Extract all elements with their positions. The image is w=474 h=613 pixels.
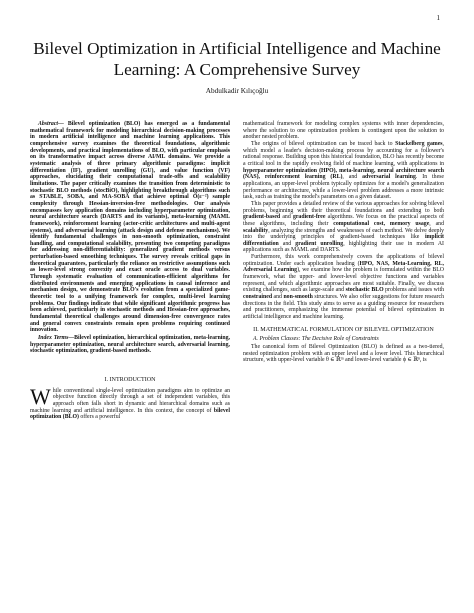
p4-i: structures. We also offer suggestions for future research directions in the field. This study aims to serve as a guiding resource for researchers and practitioners, emphasizing the immense potential of bilevel optimization in artificial intelligence and machine learning. [243,294,444,321]
p3-f: computational cost, memory usage [333,220,430,227]
introduction-paragraph [30,383,230,421]
p2-f: adversarial learning [362,174,416,181]
right-column [243,121,444,364]
abstract-lead: Abstract— [38,121,64,127]
subsection-heading: A. Problem Classes: The Decisive Role of Constraints [253,336,379,343]
p4-h: non-smooth [283,294,313,301]
index-terms-text: Bilevel optimization, hierarchical optimization, meta-learning, hyperparameter optimization, neural architecture search, adversarial learning, stochastic optimization, gradient-based methods. [30,335,231,355]
p2-g: . In these applications, an upper-level problem typically optimizes for a model's generalization performance or architecture, while a lower-level problem addresses a more intrinsic task, such as training the model's parameters on a given dataset. [243,174,444,201]
p3-h: scalability [243,227,269,234]
p2-c: , which model a leader's decision-making process by accounting for a follower's rational response. Building upon this historical foundation, BLO has recently become a critical tool in the rapidly evolving field of machine learning, with applications in [243,140,444,167]
p4-b: HPO, NAS, Meta-Learning, RL, Adversarial Learning [243,260,444,274]
right-paragraph-3 [243,201,444,254]
p4-f: constrained [243,294,273,301]
page-number: 1 [436,14,440,22]
p4-d: stochastic BLO [345,287,384,294]
p3-e: algorithms. We focus on the practical aspects of these algorithms, including their [243,214,444,227]
p4-a: Furthermore, this work comprehensively covers the applications of bilevel optimization. Under each application heading ( [243,254,444,267]
index-terms [30,335,230,355]
left-column [30,121,230,421]
p4-g: and [272,294,284,301]
abstract [30,121,230,334]
p3-l: gradient unrolling [295,240,344,247]
index-terms-lead: Index Terms— [38,335,75,341]
right-paragraph-5: The canonical form of Bilevel Optimization (BLO) is defined as a two-tiered, nested optimization problem with an upper level and a lower level. This hierarchical structure, with upper-level variable θ ∈ ℝᵐ and lower-level variable ϕ ∈ ℝⁿ, is [243,344,444,364]
abstract-text: Bilevel optimization (BLO) has emerged as a fundamental mathematical framework for modeling hierarchical decision-making processes in modern artificial intelligence and machine learning applications. This comprehensive survey examines the theoretical foundations, algorithmic developments, and practical implementations of BLO, with particular emphasis on its transformative impact across diverse AI/ML domains. We provide a systematic analysis of three primary algorithmic paradigms: implicit differentiation (IF), gradient unrolling (GU), and value function (VF) approaches, elucidating their computational trade-offs and scalability limitations. The paper critically examines the transition from deterministic to stochastic BLO methods (stocBiO), highlighting breakthrough algorithms such as STABLE, SOBA, and MA-SOBA that achieve optimal O(ε⁻²) sample complexity through Hessian-inversion-free methodologies. Our analysis encompasses key application domains including hyperparameter optimization, neural architecture search (DARTS and its variants), meta-learning (MAML framework), reinforcement learning (actor-critic architectures and multi-agent systems), and adversarial learning (attack design and defense mechanisms). We identify fundamental challenges in non-smooth optimization, constraint handling, and computational scalability, presenting two competing paradigms for addressing non-differentiability: generalized gradient methods versus perturbation-based smoothing techniques. The survey reveals critical gaps in theoretical guarantees, particularly the reliance on restrictive assumptions such as lower-level strong convexity and exact oracle access to dual variables. Through systematic evaluation of communication-efficient algorithms for distributed environments and emerging applications in causal inference and mechanism design, we demonstrate BLO's evolution from a specialized game-theoretic tool to a unifying framework for complex, multi-level learning problems. Our findings indicate that while significant algorithmic progress has been achieved, particularly in stochastic methods and Hessian-free approaches, fundamental theoretical challenges around dimension-free convergence rates and general convex constraints remain open problems requiring continued innovation. [30,121,230,334]
intro-text-b: bilevel optimization (BLO) [30,407,230,421]
paper-title: Bilevel Optimization in Artificial Intelligence and Machine Learning: A Comprehensive Survey [33,39,441,79]
p3-m: , highlighting their use in modern AI applications such as MAML and DARTS. [243,240,444,254]
p2-e: , and [342,174,363,181]
section-heading-introduction: I. INTRODUCTION [104,376,156,383]
intro-text-c: offers a powerful [78,414,121,421]
section-heading-formulation: II. MATHEMATICAL FORMULATION OF BILEVEL OPTIMIZATION [253,326,434,333]
p4-e: problems and issues with [383,287,444,294]
p3-j: implicit differentiation [243,234,444,247]
p3-i: , analyzing the strengths and weaknesses of each method. We delve deeply into the underlying principles of gradient-based techniques like [243,227,444,241]
p2-d: hyperparameter optimization (HPO), meta-learning, neural architecture search (NAS), reinforcement learning (RL) [243,167,444,181]
author-name: Abdulkadir Kılıçoğlu [205,86,269,95]
p3-a: This paper provides a detailed review of the various approaches for solving bilevel problems, beginning with their theoretical foundations and extending to both [243,200,444,214]
drop-cap: W [30,383,51,409]
p4-c: ), we examine how the problem is formulated within the BLO framework, what the upper- and lower-level objective functions and variables represent, and which algorithmic approaches are most suitable. Finally, we discuss existing challenges, such as large-scale and [243,267,445,294]
p3-d: gradient-free [292,214,326,221]
p2-a: The origins of bilevel optimization can be traced back to [251,140,396,147]
intro-text-a: hile conventional single-level optimization paradigms aim to optimize an objective function directly through a set of independent variables, this approach often falls short in dynamic and hierarchical domains such as machine learning and artificial intelligence. In this context, the concept of [30,387,230,414]
right-paragraph-4 [243,254,444,321]
p3-k: and [278,240,296,247]
p3-b: gradient-based [243,214,281,221]
right-paragraph-2 [243,141,444,201]
p2-b: Stackelberg games [395,140,443,147]
p3-c: and [280,214,293,221]
right-paragraph-1: mathematical framework for modeling complex systems with inner dependencies, where the solution to one optimization problem is contingent upon the solution to another nested problem. [243,121,444,141]
p3-g: , and [429,220,444,227]
